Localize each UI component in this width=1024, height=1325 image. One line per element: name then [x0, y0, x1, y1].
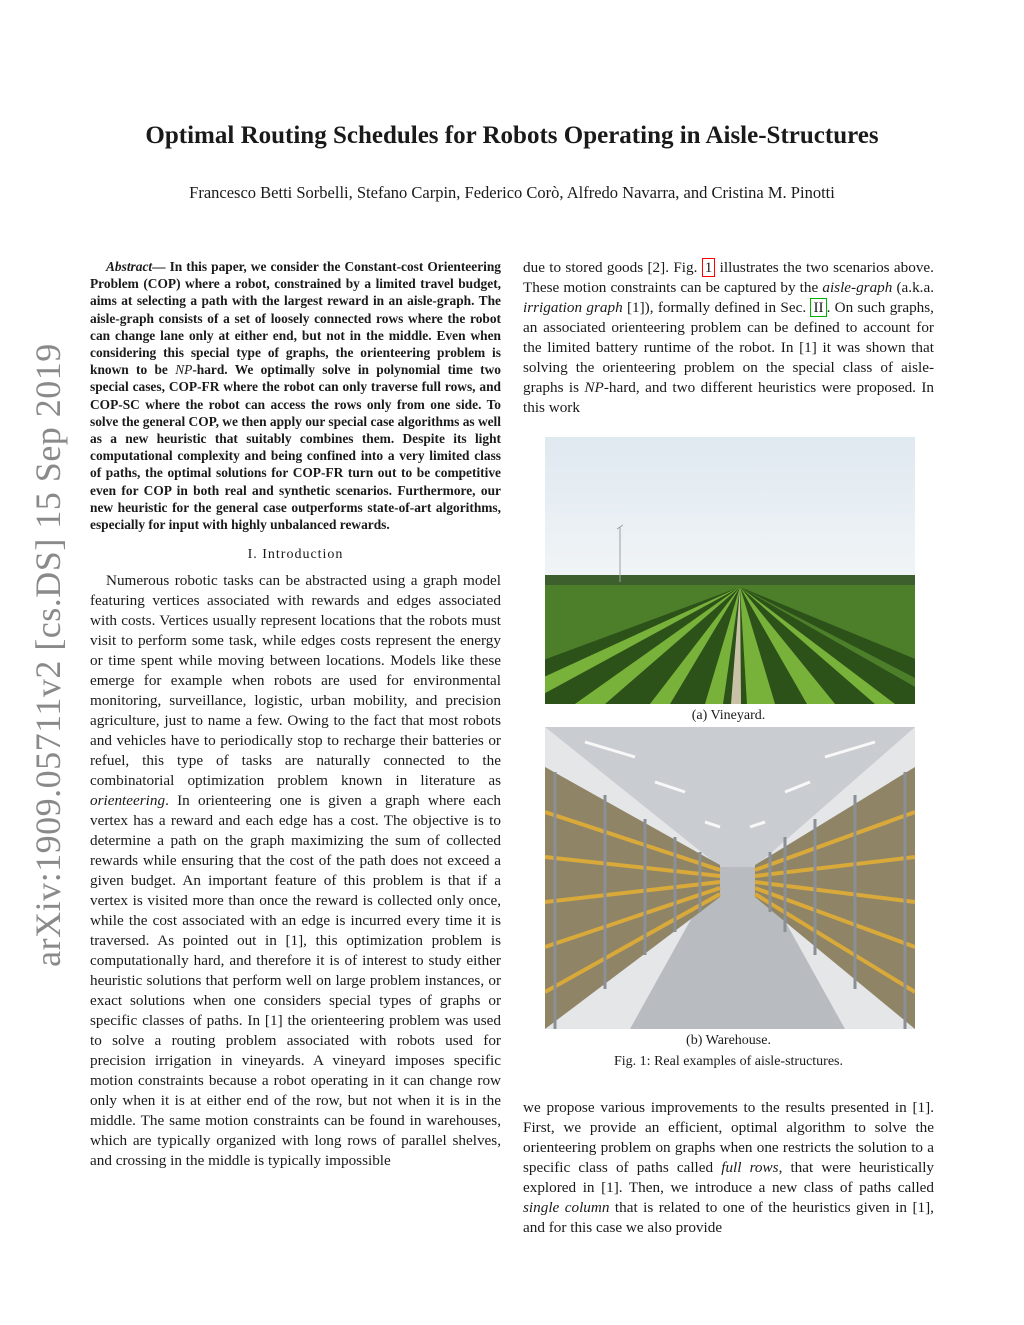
right-text-2: illustrates the two scenarios above. These motion constraints can be captured by the — [523, 259, 934, 296]
intro-text-2: . In orienteering one is given a graph where each vertex has a reward and each edge has a cost. The objective is to determine a path on the graph maximizing the sum of collected rewards while ensuring that the cost of the path does not exceed a given budget. An important feature of this problem is that if a vertex is visited more than once the reward is collected only once, while the cost associated with an edge is incurred every time it is traversed. As pointed out in [1], this optimization problem is computationally hard, and therefore it is of interest to study either heuristic solutions that perform well on large problem instances, or exact solutions when one considers special types of graphs or specific classes of paths. In [1] the orienteering problem was used to solve a routing problem associated with robots used for precision irrigation in vineyards. A vineyard imposes specific motion constraints because a robot operating in it can change row only when it is at either end of the row, but not when it is in the middle. The same motion constraints can be found in warehouses, which are typically organized with long rows of parallel shelves, and crossing in the middle is typically impossible — [90, 792, 501, 1170]
warehouse-illustration — [545, 727, 915, 1029]
right-emphasis-full-rows: full rows — [721, 1159, 779, 1176]
arxiv-side-stamp — [20, 343, 75, 967]
caption-vineyard: (a) Vineyard. — [691, 708, 766, 723]
fig-ref-link[interactable]: 1 — [702, 258, 716, 277]
intro-text-1: Numerous robotic tasks can be abstracted using a graph model featuring vertices associated with rewards and edges associated with costs. Vertices usually represent locations that the robots must visit to perform some task, while edges costs represent the energy or time spent while moving between locations. Models like these emerge for example when robots are used for environmental monitoring, surveillance, logistic, urban mobility, and precision agriculture, just to name a few. Owing to the fact that most robots and vehicles have to periodically stop to recharge their batteries or refuel, this type of tasks are naturally connected to the combinatorial optimization problem known in literature as — [90, 572, 501, 790]
right-text-4: [1]), formally defined in Sec. — [622, 299, 811, 316]
right-text-3: (a.k.a. — [892, 279, 934, 296]
left-column — [90, 258, 501, 1171]
section-heading-introduction: I. Introduction — [247, 547, 344, 563]
right-emphasis-aisle-graph: aisle-graph — [822, 279, 893, 296]
right-column-bottom — [523, 1098, 934, 1238]
vineyard-illustration — [545, 437, 915, 704]
abstract-text-2: -hard. We optimally solve in polynomial time two special cases, COP-FR where the robot can only traverse full rows, and COP-SC where the robot can access the rows only from one side. To solve the general COP, we then apply our special case algorithms as well as a new heuristic that suitably combines them. Despite its light computational complexity and being confined into a very limited class of paths, the optimal solutions for COP-FR turn out to be competitive even for COP in both real and synthetic scenarios. Furthermore, our new heuristic for the general case outperforms state-of-art algorithms, especially for input with highly unbalanced rewards. — [90, 362, 501, 533]
right-paragraph-top — [523, 258, 934, 418]
right-text-5: . On such graphs, an associated orienteering problem can be defined to account for the limited battery runtime of the robot. In [1] it was shown that solving the orienteering problem on the special class of aisle-graphs is — [523, 299, 934, 396]
right-text-1: due to stored goods [2]. Fig. — [523, 259, 702, 276]
intro-paragraph — [90, 571, 501, 1171]
right-emphasis-single-column: single column — [523, 1199, 610, 1216]
abstract-label: Abstract — [106, 259, 153, 274]
caption-warehouse: (b) Warehouse. — [686, 1033, 771, 1048]
right-text-6: -hard, and two different heuristics were proposed. In this work — [523, 379, 934, 416]
right-bottom-text-3: that is related to one of the heuristics given in [1], and for this case we also provide — [523, 1199, 934, 1236]
right-np-symbol: NP — [584, 379, 604, 396]
paper-title: Optimal Routing Schedules for Robots Operating in Aisle-Structures — [145, 122, 879, 149]
right-bottom-text-2: , that were heuristically explored in [1]. Then, we introduce a new class of paths called — [523, 1159, 935, 1196]
warehouse-photo — [545, 727, 915, 1029]
figure-caption: Fig. 1: Real examples of aisle-structures. — [614, 1054, 843, 1069]
vineyard-photo — [545, 437, 915, 704]
intro-emphasis-orienteering: orienteering — [90, 792, 166, 810]
abstract — [90, 258, 501, 533]
sec-ref-link[interactable]: II — [810, 298, 826, 317]
right-bottom-text-1: we propose various improvements to the results presented in [1]. First, we provide an efficient, optimal algorithm to solve the orienteering problem on graphs when one restricts the solution to a specific class of paths called — [523, 1099, 934, 1176]
abstract-np-symbol: NP — [175, 362, 193, 378]
right-emphasis-irrigation-graph: irrigation graph — [523, 299, 623, 316]
author-list: Francesco Betti Sorbelli, Stefano Carpin, Federico Corò, Alfredo Navarra, and Cristina M. Pinotti — [189, 183, 835, 202]
right-paragraph-bottom — [523, 1098, 934, 1238]
right-column-top — [523, 258, 934, 418]
abstract-text-1: — In this paper, we consider the Constant-cost Orienteering Problem (COP) where a robot, constrained by a limited travel budget, aims at selecting a path with the largest reward in an aisle-graph. The aisle-graph consists of a set of loosely connected rows where the robot can change lane only at either end, but not in the middle. Even when considering this special type of graphs, the orienteering problem is known to be — [90, 259, 501, 378]
arxiv-id-text: arXiv:1909.05711v2 [cs.DS] 15 Sep 2019 — [27, 343, 68, 967]
